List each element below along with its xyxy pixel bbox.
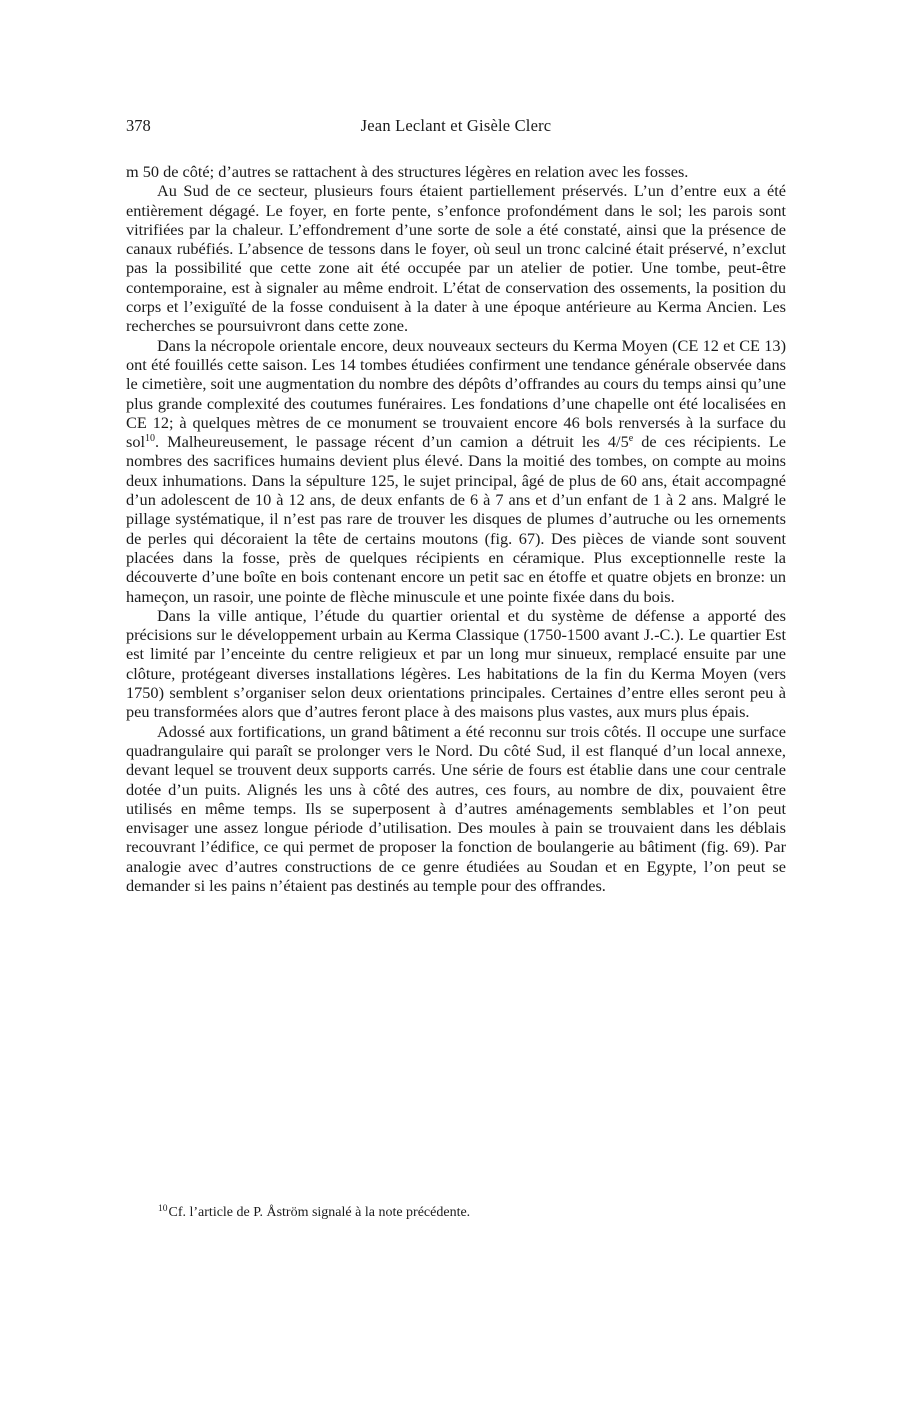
paragraph-building: Adossé aux fortifications, un grand bâtiment a été reconnu sur trois côtés. Il occupe une surface quadrangulaire qui paraît se prolonger vers le Nord. Du côté Sud, il est flanqué d’un local annexe, devant lequel se trouvent deux supports carrés. Une série de fours est établie dans une cour centrale dotée d’un puits. Alignés les uns à côté des autres, ces fours, au nombre de dix, pouvaient être utilisés en même temps. Ils se superposent à d’autres aménagements semblables et l’on peut envisager une assez longue période d’utilisation. Des moules à pain se trouvaient dans les déblais recouvrant l’édifice, ce qui permet de proposer la fonction de boulangerie au bâtiment (fig. 69). Par analogie avec d’autres constructions de ce genre étudiées au Soudan et en Egypte, l’on peut se demander si les pains n’étaient pas destinés au temple pour des offrandes.	[126, 721, 786, 895]
text-segment: Dans la nécropole orientale encore, deux nouveaux secteurs du Kerma Moyen (CE 12 et CE 13) ont été fouillés cette saison. Les 14 tombes étudiées confirment une tendance générale observée dans le cimetière, soit une augmentation du nombre des dépôts d’offrandes au cours du temps ainsi qu’une plus grande complexité des coutumes funéraires. Les fondations d’une chapelle ont été localisées en CE 12; à quelques mètres de ce monument se trouvaient encore 46 bols renversés à la surface du sol	[126, 335, 786, 452]
page-number: 378	[126, 116, 151, 135]
paragraph-necropolis	[126, 336, 786, 606]
paragraph-continued: m 50 de côté; d’autres se rattachent à des structures légères en relation avec les fosses.	[126, 162, 689, 181]
running-title: Jean Leclant et Gisèle Clerc	[360, 116, 552, 135]
text-segment: de ces récipients. Le nombres des sacrifices humains devient plus élevé. Dans la moitié des tombes, on compte au moins deux inhumations. Dans la sépulture 125, le sujet principal, âgé de plus de 60 ans, était accompagné d’un adolescent de 10 à 12 ans, de deux enfants de 6 à 7 ans et d’un enfant de 1 à 2 ans. Malgré le pillage systématique, il n’est pas rare de trouver les disques de plumes d’autruche ou les ornements de perles qui décoraient la tête de certains moutons (fig. 67). Des pièces de viande sont souvent placées dans la fosse, près de quelques récipients en céramique. Plus exceptionnelle reste la découverte d’une boîte en bois contenant encore un petit sac en étoffe et quatre objets en bronze: un hameçon, un rasoir, une pointe de flèche minuscule et une pointe fixée dans du bois.	[126, 432, 787, 606]
text-segment: . Malheureusement, le passage récent d’un camion a détruit les 4/5	[155, 432, 629, 452]
footnote-text: Cf. l’article de P. Åström signalé à la note précédente.	[168, 1205, 471, 1220]
footnote	[158, 1204, 778, 1222]
paragraph-ovens: Au Sud de ce secteur, plusieurs fours étaient partiellement préservés. L’un d’entre eux a été entièrement dégagé. Le foyer, en forte pente, s’enfonce profondément dans le sol; les parois sont vitrifiées par la chaleur. L’effondrement d’une sorte de sole a été constaté, ainsi que la présence de canaux rubéfiés. L’absence de tessons dans le foyer, où seul un tronc calciné était préservé, n’exclut pas la possibilité que cette zone ait été occupée par un atelier de potier. Une tombe, peut-être contemporaine, est à signaler au même endroit. L’état de conservation des ossements, la position du corps et l’exiguïté de la fosse conduisent à la dater à une époque antérieure au Kerma Ancien. Les recherches se poursuivront dans cette zone.	[126, 181, 786, 336]
footnote-reference: 10	[145, 433, 156, 445]
main-text	[126, 162, 786, 895]
paragraph-ancient-city: Dans la ville antique, l’étude du quartier oriental et du système de défense a apporté des précisions sur le développement urbain au Kerma Classique (1750-1500 avant J.-C.). Le quartier Est est limité par l’enceinte du centre religieux et par un long mur sinueux, remplacé ensuite par une clôture, protégeant diverses installations légères. Les habitations de la fin du Kerma Moyen (vers 1750) semblent s’organiser selon deux orientations principales. Certaines d’entre elles seront peu à peu transformées alors que d’autres feront place à des maisons plus vastes, aux murs plus épais.	[126, 605, 786, 722]
footnote-marker: 10	[158, 1204, 168, 1214]
page-header	[126, 116, 786, 142]
superscript-e: e	[628, 433, 634, 445]
